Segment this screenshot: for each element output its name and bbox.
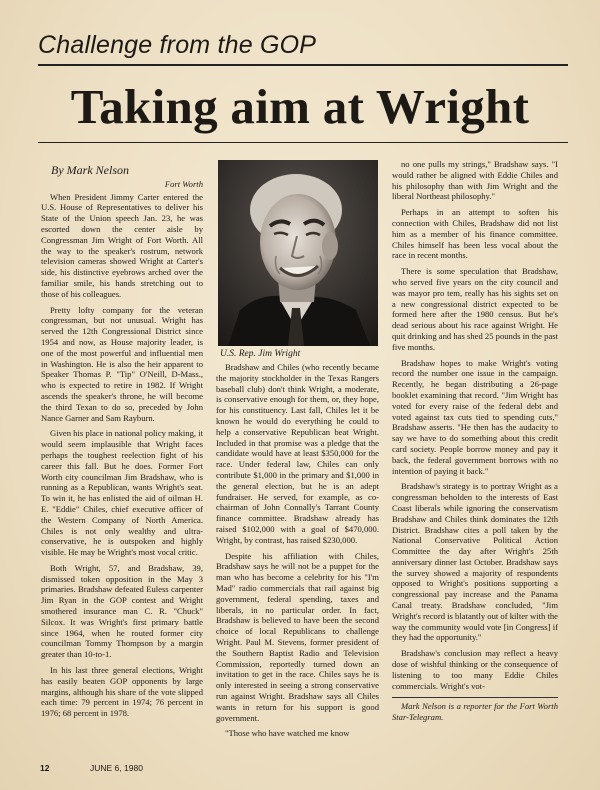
article-column-3 xyxy=(392,159,558,728)
paragraph: In his last three general elections, Wright has easily beaten GOP opponents by large margins, although his share of the vote slipped each time: 79 percent in 1974; 76 percent in 1976; 68 percent in 1978. xyxy=(41,665,203,719)
headline: Taking aim at Wright xyxy=(70,79,530,134)
headline-rule xyxy=(38,142,568,143)
paragraph: Both Wright, 57, and Bradshaw, 39, dismissed token opposition in the May 3 primaries. Bradshaw defeated Euless carpenter Jim Ryan in the GOP contest and Wright smothered insurance man C. R. "Chuck" Silcox. It was Wright's first primary battle since 1964, when he routed former city councilman Tommy Thompson by a margin greater than 10-to-1. xyxy=(41,562,203,660)
top-rule xyxy=(38,64,568,66)
portrait-photo xyxy=(218,160,378,346)
paragraph: Bradshaw's strategy is to portray Wright as a congressman beholden to the interests of East Coast liberals while ignoring the conservatism Bradshaw and Chiles think dominates the 12th District. Bradshaw cites a poll taken by the National Conservative Political Action Committee the day after Wright's 25th anniversary dinner last October. Bradshaw says the survey showed a majority of respondents opposed to Wright's positions supporting a congressional pay increase and the Panama Canal treaty. Bradshaw concluded, "Jim Wright's record is blatantly out of kilter with the way the community would vote [in Congress] if they had the opportunity." xyxy=(392,481,558,643)
credit-rule xyxy=(392,697,558,698)
paragraph: There is some speculation that Bradshaw, who served five years on the city council and was mayor pro tem, really has his sights set on a new congressional district expected to be formed here after the 1980 census. But he's dead serious about his race against Wright. He quit drinking and has shed 25 pounds in the past five months. xyxy=(392,266,558,352)
author-credit: Mark Nelson is a reporter for the Fort Worth Star-Telegram. xyxy=(392,701,558,723)
paragraph: "Those who have watched me know xyxy=(225,728,350,739)
paragraph: no one pulls my strings," Bradshaw says. "I would rather be aligned with Eddie Chiles and his philosophy than with Jim Wright and the liberal Northeast philosophy." xyxy=(392,159,558,202)
photo-caption: U.S. Rep. Jim Wright xyxy=(220,349,301,359)
page-footer xyxy=(40,763,440,773)
paragraph: Despite his affiliation with Chiles, Bradshaw says he will not be a puppet for the man who has become a celebrity for his "I'm Mad" radio commercials that rail against big government, federal spending, taxes and liberals, in no particular order. In fact, Bradshaw is believed to have been the second choice of local Republicans to challenge Wright. Paul M. Stevens, former president of the Southern Baptist Radio and Television Commission, reportedly turned down an invitation to get in the race. Chiles says he is only interested in seeing a strong conservative run against Wright. Bradshaw says all Chiles wants in return for his support is good government. xyxy=(216,550,379,723)
byline: By Mark Nelson xyxy=(51,163,129,177)
page-number: 12 xyxy=(40,763,50,773)
issue-date: JUNE 6, 1980 xyxy=(90,763,143,773)
paragraph: Given his place in national policy making, it would seem implausible that Wright faces perhaps the toughest reelection fight of his career this fall. But he does. Former Fort Worth city councilman Jim Bradshaw, who is running as a Republican, wants Wright's seat. To win it, he has enlisted the aid of oilman H. E. "Eddie" Chiles, chief executive officer of the Western Company of North America. Chiles is not only wealthy and ultra-conservative, he is outspoken and highly visible. He may be Wright's most vocal critic. xyxy=(41,428,203,558)
dateline: Fort Worth xyxy=(164,178,203,189)
paragraph: When President Jimmy Carter entered the U.S. House of Representatives to deliver his State of the Union speech Jan. 23, he was escorted down the center aisle by Congressman Jim Wright of Fort Worth. All the way to the speaker's rostrum, network television cameras showed Wright at Carter's side, his distinctive eyebrows arched over the familiar smile, his hands stretching out to those of his colleagues. xyxy=(41,191,203,299)
paragraph: Pretty lofty company for the veteran congressman, but not unusual. Wright has served the 12th Congressional District since 1954 and now, as House majority leader, is one of the most powerful and influential men in Washington. He is also the heir apparent to Speaker Thomas P. "Tip" O'Neill, D-Mass., who is expected to retire in 1982. If Wright ascends the speaker's throne, he will become the third Texan to do so, preceded by John Nance Garner and Sam Rayburn. xyxy=(41,304,203,423)
paragraph: Perhaps in an attempt to soften his connection with Chiles, Bradshaw did not list him as a member of his finance committee. Chiles himself has been less vocal about the race in recent months. xyxy=(392,207,558,261)
paragraph: Bradshaw's conclusion may reflect a heavy dose of wishful thinking or the consequence of listening to too many Eddie Chiles commercials. Wright's vot- xyxy=(392,648,558,691)
article-column-2 xyxy=(216,362,379,744)
paragraph: Bradshaw and Chiles (who recently became the majority stockholder in the Texas Rangers baseball club) don't think Wright, a moderate, is conservative enough for them, or, they hope, for his constituency. Last fall, Chiles let it be known he would do everything he could to help a conservative Republican beat Wright. Included in that promise was a pledge that the candidate would have at least $350,000 for the race. Under federal law, Chiles can only contribute $1,000 in the primary and $1,000 in the general election, but he is an adept fundraiser. He served, for example, as co-chairman of John Connally's Tarrant County finance committee. Bradshaw already has raised $102,000 with a goal of $470,000. Wright, by contrast, has raised $230,000. xyxy=(216,362,379,545)
paragraph: Bradshaw hopes to make Wright's voting record the number one issue in the campaign. Recently, he began distributing a 26-page booklet examining that record. "Jim Wright has voted for every raise of the federal debt and voted against tax cuts tied to spending cuts," Bradshaw asserts. "He then has the audacity to say we have to do something about this credit card society. People borrow money and pay it back, the federal government borrows with no intention of paying it back." xyxy=(392,357,558,476)
portrait-image xyxy=(218,160,378,346)
article-column-1 xyxy=(41,165,203,724)
section-kicker: Challenge from the GOP xyxy=(38,31,317,59)
